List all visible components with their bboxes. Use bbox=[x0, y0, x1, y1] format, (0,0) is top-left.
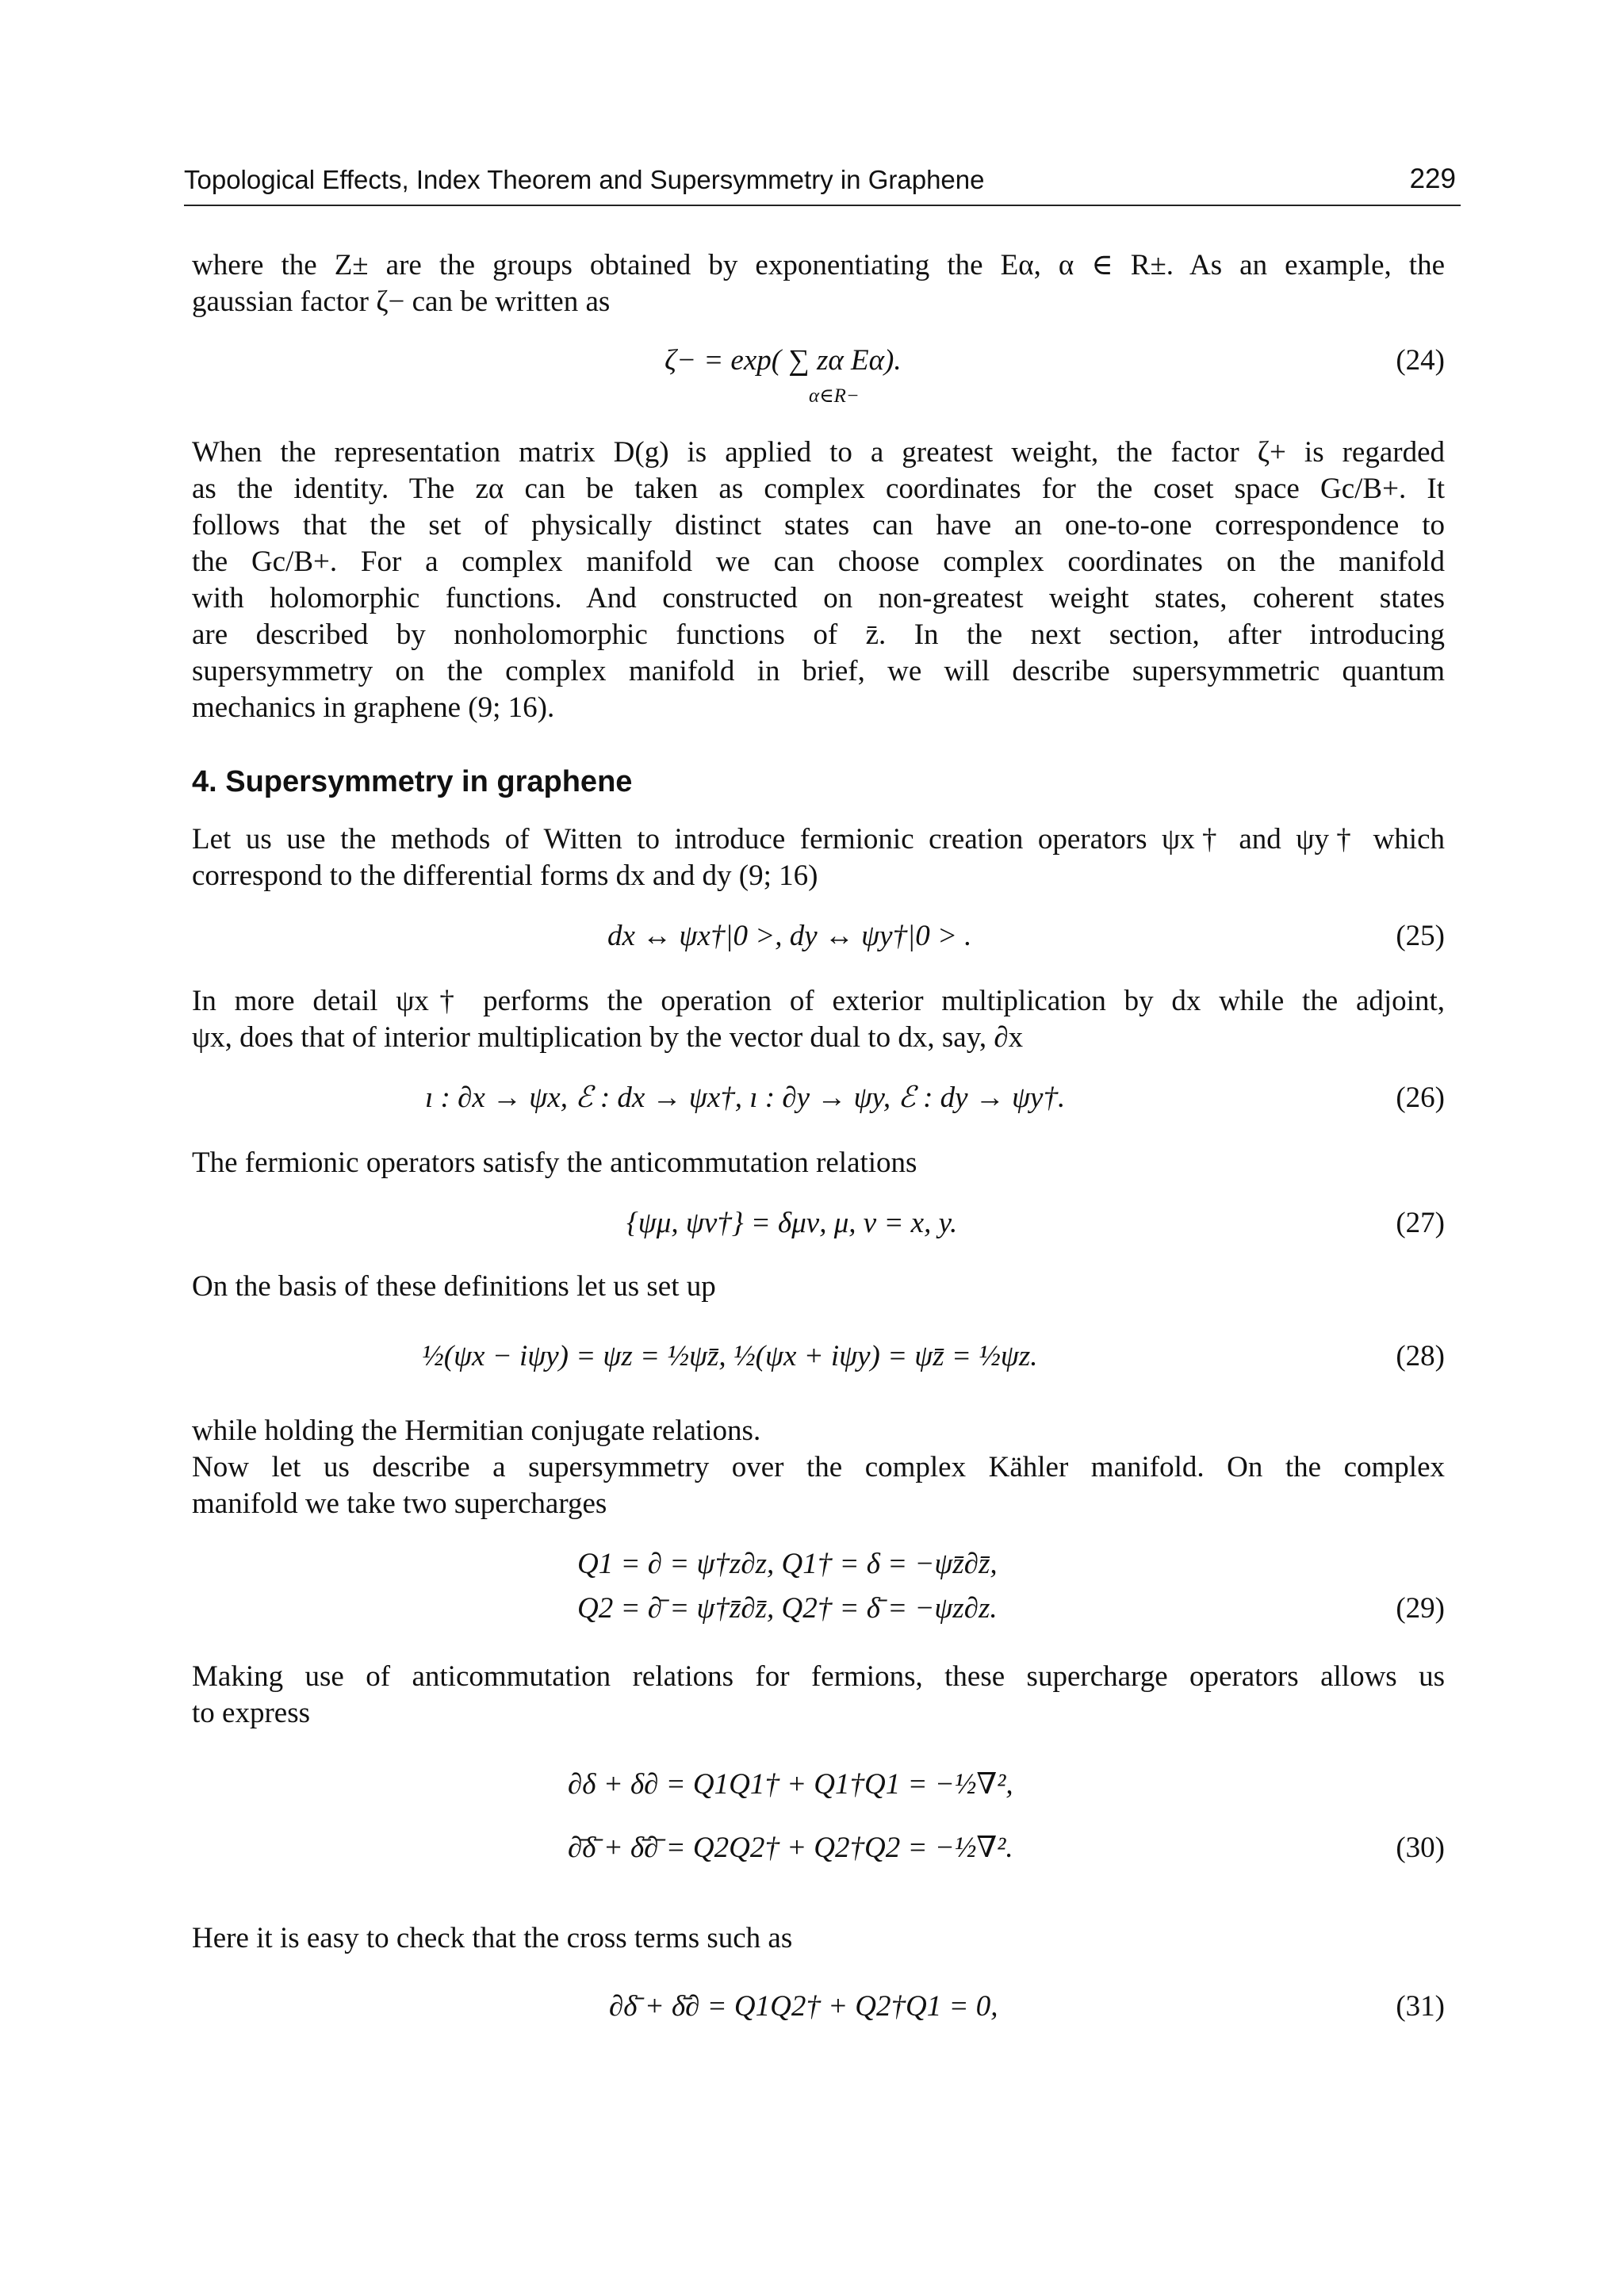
paragraph-line: are described by nonholomorphic functions of z̄. In the next section, after introducing bbox=[192, 618, 1445, 651]
equation-27 bbox=[192, 1204, 1445, 1251]
paragraph-line: mechanics in graphene (9; 16). bbox=[192, 691, 555, 724]
paragraph-line: gaussian factor ζ− can be written as bbox=[192, 285, 611, 318]
equation-number: (29) bbox=[1396, 1592, 1445, 1625]
paragraph-line: supersymmetry on the complex manifold in brief, we will describe supersymmetric quantum bbox=[192, 655, 1445, 687]
equation-line: ∂̄δ̄ + δ̄∂̄ = Q2Q2† + Q2†Q2 = −½∇². bbox=[568, 1832, 1013, 1864]
paragraph-line: with holomorphic functions. And constructed on non-greatest weight states, coherent states bbox=[192, 582, 1445, 614]
equation-29 bbox=[192, 1545, 1445, 1632]
paragraph-line: as the identity. The zα can be taken as complex coordinates for the coset space Gc/B+. It bbox=[192, 473, 1445, 505]
paragraph-line: manifold we take two supercharges bbox=[192, 1487, 607, 1520]
equation-content: ı : ∂x → ψx, ℰ : dx → ψx†, ı : ∂y → ψy, ℰ : dy → ψy†. bbox=[425, 1081, 1066, 1114]
equation-line: ∂δ + δ∂ = Q1Q1† + Q1†Q1 = −½∇², bbox=[568, 1768, 1013, 1801]
equation-line: Q1 = ∂ = ψ†z∂z, Q1† = δ = −ψz̄∂z̄, bbox=[577, 1548, 998, 1580]
equation-number: (30) bbox=[1396, 1832, 1445, 1864]
paragraph-line: On the basis of these definitions let us set up bbox=[192, 1270, 716, 1303]
equation-number: (31) bbox=[1396, 1990, 1445, 2023]
paragraph-line: while holding the Hermitian conjugate relations. bbox=[192, 1414, 761, 1447]
equation-content: ½(ψx − iψy) = ψz = ½ψz̄, ½(ψx + iψy) = ψz̄ = ½ψz. bbox=[422, 1340, 1038, 1372]
equation-31 bbox=[192, 1987, 1445, 2035]
summation-subscript: α∈R− bbox=[809, 385, 860, 407]
paragraph-line: Here it is easy to check that the cross terms such as bbox=[192, 1922, 793, 1954]
paragraph-line: to express bbox=[192, 1697, 310, 1729]
paragraph-line: correspond to the differential forms dx and dy (9; 16) bbox=[192, 859, 818, 892]
equation-28 bbox=[192, 1337, 1445, 1384]
equation-number: (24) bbox=[1396, 344, 1445, 377]
equation-content: ζ− = exp( ∑ zα Eα). bbox=[665, 344, 902, 377]
paragraph-line: The fermionic operators satisfy the anticommutation relations bbox=[192, 1146, 917, 1179]
equation-content: dx ↔ ψx†|0 >, dy ↔ ψy†|0 > . bbox=[607, 920, 972, 952]
paragraph-line: the Gc/B+. For a complex manifold we can choose complex coordinates on the manifold bbox=[192, 545, 1445, 578]
equation-number: (26) bbox=[1396, 1081, 1445, 1114]
paragraph-line: Making use of anticommutation relations for fermions, these supercharge operators allows us bbox=[192, 1660, 1445, 1693]
paragraph-line: Now let us describe a supersymmetry over the complex Kähler manifold. On the complex bbox=[192, 1451, 1445, 1483]
equation-content: ∂δ̄ + δ̄∂ = Q1Q2† + Q2†Q1 = 0, bbox=[609, 1990, 998, 2023]
paragraph-line: When the representation matrix D(g) is applied to a greatest weight, the factor ζ+ is regarded bbox=[192, 436, 1445, 469]
equation-30 bbox=[192, 1765, 1445, 1876]
equation-number: (28) bbox=[1396, 1340, 1445, 1372]
equation-number: (25) bbox=[1396, 920, 1445, 952]
paragraph-line: follows that the set of physically distinct states can have an one-to-one correspondence to bbox=[192, 509, 1445, 542]
running-header bbox=[184, 162, 1461, 206]
running-title: Topological Effects, Index Theorem and Supersymmetry in Graphene bbox=[184, 165, 985, 194]
equation-line: Q2 = ∂̄ = ψ†z̄∂z̄, Q2† = δ̄ = −ψz∂z. bbox=[577, 1592, 998, 1625]
paragraph-line: Let us use the methods of Witten to introduce fermionic creation operators ψx† and ψy† which bbox=[192, 823, 1445, 856]
equation-25 bbox=[192, 917, 1445, 964]
page-number: 229 bbox=[1409, 163, 1456, 194]
paragraph-line: where the Z± are the groups obtained by exponentiating the Eα, α ∈ R±. As an example, the bbox=[192, 249, 1445, 281]
equation-26 bbox=[192, 1078, 1445, 1126]
equation-number: (27) bbox=[1396, 1207, 1445, 1239]
equation-content: {ψμ, ψν†} = δμν, μ, ν = x, y. bbox=[626, 1207, 958, 1239]
section-heading: 4. Supersymmetry in graphene bbox=[192, 765, 633, 798]
paragraph-line: ψx, does that of interior multiplication by the vector dual to dx, say, ∂x bbox=[192, 1021, 1024, 1054]
paragraph-line: In more detail ψx† performs the operation of exterior multiplication by dx while the adjoint, bbox=[192, 985, 1445, 1017]
equation-24 bbox=[192, 341, 1445, 389]
